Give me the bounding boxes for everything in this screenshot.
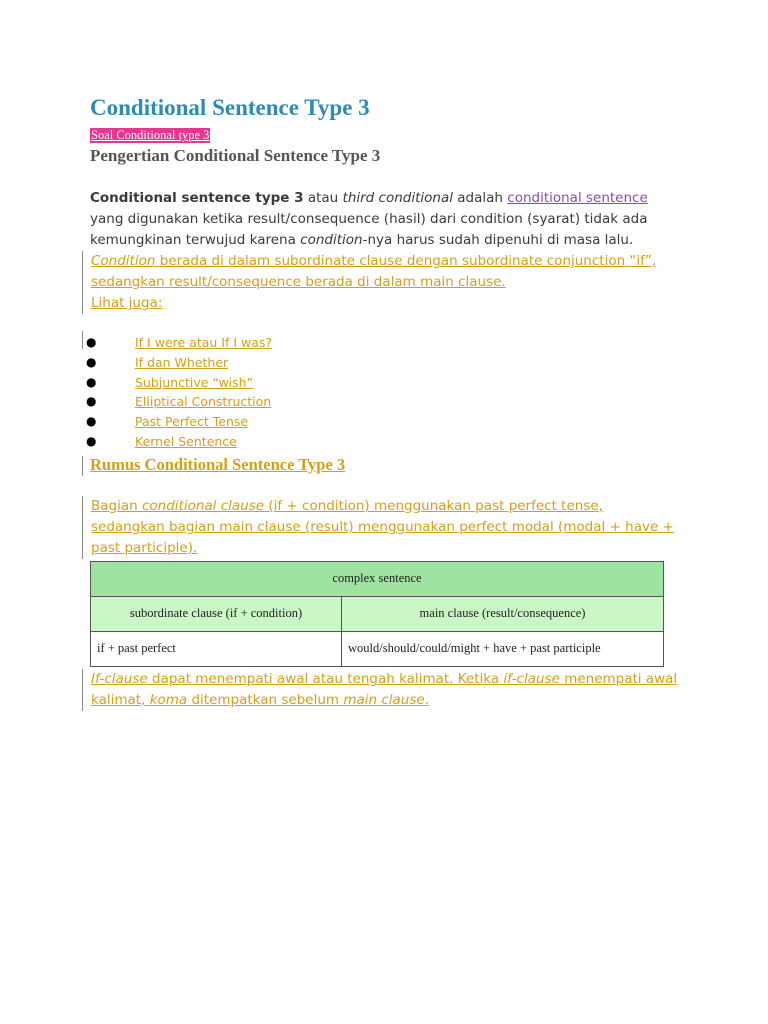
table-cell-subordinate: if + past perfect [91, 631, 342, 666]
ifclause-text-4: . [424, 691, 430, 708]
list-item [86, 333, 680, 353]
section-heading-rumus[interactable]: Rumus Conditional Sentence Type 3 [90, 454, 680, 476]
ifclause-italic-3: koma [149, 691, 188, 708]
table-column-head-main: main clause (result/consequence) [342, 596, 664, 631]
ifclause-italic-4: main clause [343, 691, 425, 708]
bullet-icon: ● [86, 433, 97, 448]
rumus-text-2: (if + condition) menggunakan past perfect tense, sedangkan bagian main clause (result) menggunakan perfect modal (modal + have + past participle). [91, 497, 674, 556]
intro-text-1: atau [303, 190, 343, 206]
page-title: Conditional Sentence Type 3 [90, 95, 370, 120]
rumus-italic: conditional clause [141, 497, 265, 514]
bullet-icon: ● [86, 414, 97, 429]
see-also-label: Lihat juga: [91, 295, 163, 311]
list-item [86, 392, 680, 412]
related-links-list [86, 333, 680, 452]
table-column-head-subordinate: subordinate clause (if + condition) [91, 596, 342, 631]
intro-bold: Conditional sentence type 3 [90, 190, 304, 206]
related-link-kernel-sentence[interactable]: Kernel Sentence [135, 433, 237, 449]
section-heading-pengertian: Pengertian Conditional Sentence Type 3 [90, 146, 381, 165]
bullet-icon: ● [86, 374, 97, 389]
ifclause-italic-1: If-clause [91, 670, 148, 687]
conditional-sentence-link[interactable]: conditional sentence [507, 190, 648, 206]
document-page [86, 92, 680, 711]
formula-table [90, 561, 664, 667]
list-item [86, 353, 680, 373]
table-cell-main: would/should/could/might + have + past participle [342, 631, 664, 666]
intro-italic-2: condition [300, 232, 363, 248]
ifclause-text-1: dapat menempati awal atau tengah kalimat. Ketika [147, 670, 504, 687]
condition-text: berada di dalam subordinate clause dengan subordinate conjunction “if”, sedangkan result/consequence berada di dalam main clause. [91, 253, 657, 290]
table-header: complex sentence [91, 561, 664, 596]
related-link-subjunctive-wish[interactable]: Subjunctive “wish” [135, 374, 254, 390]
soal-conditional-link[interactable]: Soal Conditional type 3 [91, 128, 210, 142]
list-item [86, 373, 680, 393]
related-link-if-whether[interactable]: If dan Whether [135, 354, 229, 370]
bullet-icon: ● [86, 335, 97, 349]
related-link-elliptical[interactable]: Elliptical Construction [135, 394, 272, 410]
if-clause-paragraph[interactable] [90, 669, 680, 711]
related-link-past-perfect[interactable]: Past Perfect Tense [135, 414, 249, 430]
list-item [86, 432, 680, 452]
list-item [86, 412, 680, 432]
related-link-if-i-were[interactable]: If I were atau If I was? [135, 335, 273, 350]
ifclause-text-3: ditempatkan sebelum [187, 691, 344, 708]
intro-paragraph [90, 188, 680, 251]
intro-text-2: adalah [452, 190, 508, 206]
intro-text-4: -nya harus sudah dipenuhi di masa lalu. [362, 232, 634, 248]
rumus-paragraph[interactable] [90, 496, 680, 559]
condition-paragraph[interactable] [90, 251, 680, 314]
intro-text-3: yang digunakan ketika result/consequence (hasil) dari condition (syarat) tidak ada kemungkinan terwujud karena [90, 211, 648, 248]
ifclause-text-2: menempati awal kalimat, [91, 670, 678, 708]
condition-italic: Condition [91, 253, 156, 269]
intro-italic-1: third conditional [342, 190, 453, 206]
ifclause-italic-2: if-clause [503, 670, 560, 687]
bullet-icon: ● [86, 394, 97, 409]
bullet-icon: ● [86, 354, 97, 369]
rumus-text-1: Bagian [91, 497, 142, 514]
